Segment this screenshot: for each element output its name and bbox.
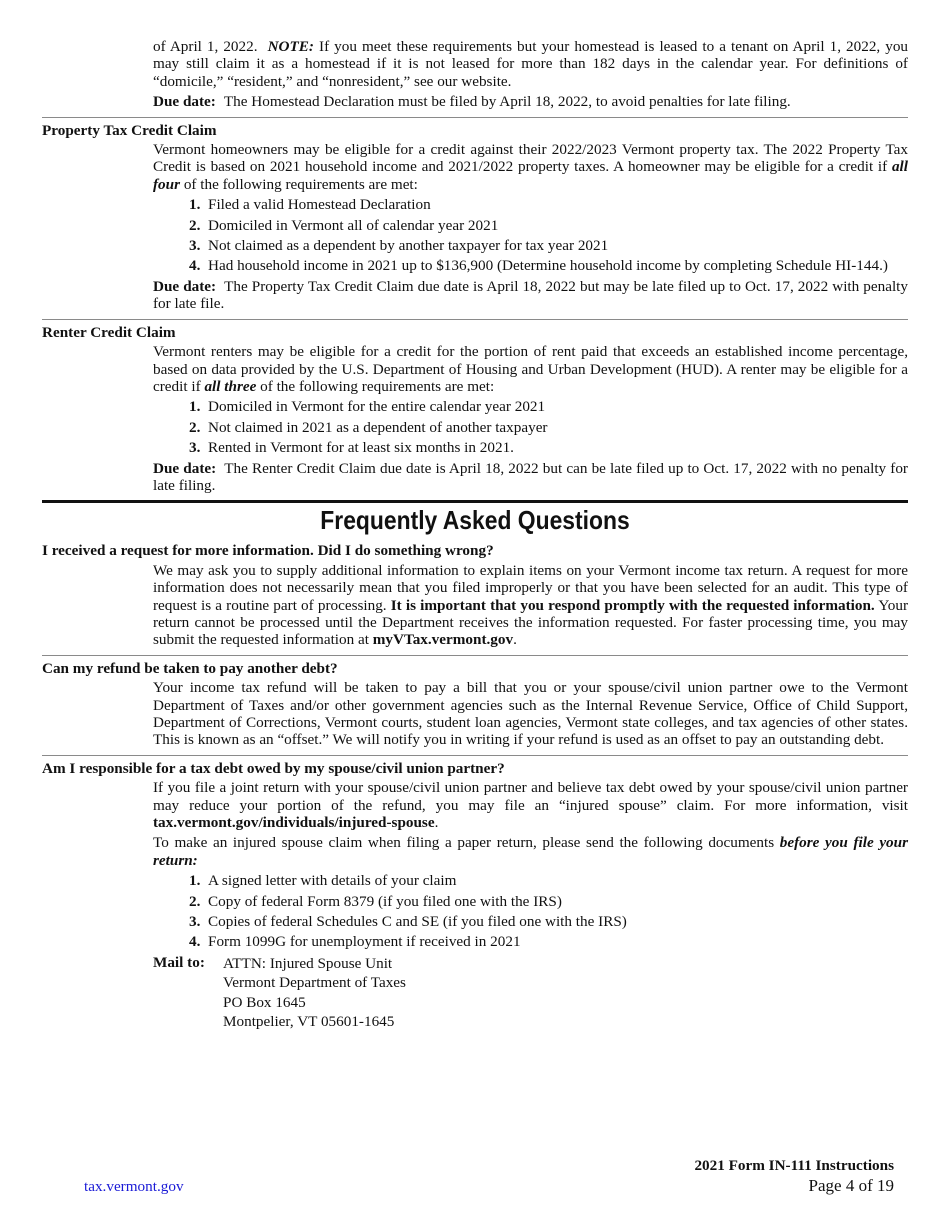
property-tax-intro: Vermont homeowners may be eligible for a credit against their 2022/2023 Vermont property tax. The 2022 Property Tax Credit is based on 2021 household income and 2021/2022 property taxes. A homeowner may be eligible for a credit if <box>153 141 908 176</box>
answer-emphasis: before you file your return: <box>153 834 909 869</box>
renter-intro-end: of the following requirements are met: <box>260 377 495 395</box>
list-item <box>189 196 908 213</box>
list-number: 2. <box>189 418 201 436</box>
list-text: Domiciled in Vermont all of calendar year 2021 <box>208 216 499 234</box>
address-line: ATTN: Injured Spouse Unit <box>223 954 393 972</box>
list-item <box>189 439 908 456</box>
list-text: Filed a valid Homestead Declaration <box>208 196 431 214</box>
list-item <box>189 933 908 950</box>
list-number: 3. <box>189 439 201 457</box>
faq-divider <box>42 500 908 503</box>
list-number: 3. <box>189 913 201 931</box>
list-text: Form 1099G for unemployment if received in 2021 <box>208 933 521 951</box>
period: . <box>434 814 439 832</box>
property-tax-emphasis: all four <box>153 158 908 193</box>
intro-text-start: of April 1, 2022. <box>153 38 258 55</box>
homestead-due-label: Due date: <box>153 93 216 111</box>
section-divider <box>42 655 908 656</box>
myvtax-link[interactable]: myVTax.vermont.gov <box>372 631 514 649</box>
renter-requirements <box>153 398 908 456</box>
list-item <box>189 237 908 254</box>
homestead-continuation <box>153 38 908 111</box>
answer-text-2: To make an injured spouse claim when filing a paper return, please send the following documents <box>153 834 775 852</box>
website-link[interactable]: tax.vermont.gov <box>84 1178 184 1195</box>
answer-text-end: Your return cannot be processed until the Department receives the information requested. For faster processing time, you may submit the requested information at <box>153 596 909 649</box>
list-number: 1. <box>189 196 201 214</box>
answer-text: We may ask you to supply additional information to explain items on your Vermont income tax return. A request for more information does not necessarily mean that you filed improperly or that you have been selected for an audit. This type of request is a routine part of processing. <box>153 561 908 614</box>
mailing-address <box>153 954 908 1032</box>
list-text: Not claimed as a dependent by another taxpayer for tax year 2021 <box>208 237 609 255</box>
faq-answer-more-info <box>153 562 908 649</box>
renter-intro: Vermont renters may be eligible for a credit for the portion of rent paid that exceeds an established income percentage, based on data provided by the U.S. Department of Housing and Urban Development (HUD). A renter may be eligible for a credit if <box>153 343 908 395</box>
list-text: Rented in Vermont for at least six months in 2021. <box>208 439 514 457</box>
section-divider <box>42 319 908 320</box>
list-item <box>189 872 908 889</box>
list-item <box>189 217 908 234</box>
intro-note-text: If you meet these requirements but your homestead is leased to a tenant on April 1, 2022, you may still claim it as a homestead if it is not leased for more than 182 days in the calendar year. For definitions of “domicile,” “resident,” and “nonresident,” see our website. <box>153 38 909 90</box>
renter-emphasis: all three <box>204 377 257 395</box>
list-number: 2. <box>189 216 201 234</box>
address-lines <box>223 954 406 1032</box>
homestead-due-text: The Homestead Declaration must be filed by April 18, 2022, to avoid penalties for late filing. <box>223 93 791 111</box>
property-tax-section <box>153 141 908 313</box>
note-label: NOTE: <box>267 38 314 55</box>
section-divider <box>42 755 908 756</box>
list-number: 1. <box>189 872 201 890</box>
page-number: Page 4 of 19 <box>808 1176 894 1195</box>
faq-heading: Frequently Asked Questions <box>320 505 630 536</box>
property-tax-intro-end: of the following requirements are met: <box>183 175 418 193</box>
list-text: A signed letter with details of your claim <box>208 872 457 890</box>
answer-bold-text: It is important that you respond promptly with the requested information. <box>390 596 875 614</box>
address-line: Montpelier, VT 05601-1645 <box>223 1013 395 1031</box>
renter-credit-title: Renter Credit Claim <box>42 323 176 341</box>
property-tax-title: Property Tax Credit Claim <box>42 121 217 139</box>
answer-text: Your income tax refund will be taken to pay a bill that you or your spouse/civil union partner owe to the Vermont Department of Taxes and/or other government agencies such as the Internal Revenue Service, Office of Child Support, Department of Corrections, Vermont courts, student loan agencies, Vermont state colleges, and tax agencies of other states. This is known as an “offset.” We will notify you in writing if your refund is used as an offset to pay an outstanding debt. <box>153 679 908 749</box>
list-text: Copy of federal Form 8379 (if you filed one with the IRS) <box>208 892 562 910</box>
form-title: 2021 Form IN-111 Instructions <box>694 1157 894 1174</box>
address-line: Vermont Department of Taxes <box>223 974 406 992</box>
list-number: 3. <box>189 237 201 255</box>
page-body <box>42 38 908 1032</box>
faq-question-more-info: I received a request for more information. Did I do something wrong? <box>42 542 494 560</box>
list-item <box>189 913 908 930</box>
address-line: PO Box 1645 <box>223 993 306 1011</box>
section-divider <box>42 117 908 118</box>
list-number: 4. <box>189 933 201 951</box>
injured-spouse-documents <box>153 872 908 951</box>
list-text: Not claimed in 2021 as a dependent of another taxpayer <box>208 418 548 436</box>
period: . <box>513 631 517 649</box>
faq-question-spouse-debt: Am I responsible for a tax debt owed by my spouse/civil union partner? <box>42 759 505 777</box>
list-item <box>189 398 908 415</box>
renter-due-label: Due date: <box>153 459 217 477</box>
list-number: 1. <box>189 398 201 416</box>
list-text: Copies of federal Schedules C and SE (if you filed one with the IRS) <box>208 913 627 931</box>
faq-question-refund-offset: Can my refund be taken to pay another debt? <box>42 659 338 677</box>
list-number: 2. <box>189 892 201 910</box>
faq-answer-spouse-debt <box>153 779 908 1032</box>
mail-to-label: Mail to: <box>153 953 205 971</box>
answer-text: If you file a joint return with your spouse/civil union partner and believe tax debt owed by your spouse/civil union partner may reduce your portion of the refund, you may file an “injured spouse” claim. For more information, visit <box>153 779 908 814</box>
list-item <box>189 893 908 910</box>
renter-due-text: The Renter Credit Claim due date is April 18, 2022 but can be late filed up to Oct. 17, 2022 with no penalty for late filing. <box>153 459 908 494</box>
injured-spouse-link[interactable]: tax.vermont.gov/individuals/injured-spouse <box>153 814 435 832</box>
property-tax-due-label: Due date: <box>153 277 217 295</box>
renter-credit-section <box>153 343 908 494</box>
list-item <box>189 257 908 274</box>
list-text: Domiciled in Vermont for the entire calendar year 2021 <box>208 398 546 416</box>
property-tax-requirements <box>153 196 908 275</box>
list-item <box>189 419 908 436</box>
list-text: Had household income in 2021 up to $136,900 (Determine household income by completing Schedule HI-144.) <box>208 257 888 275</box>
list-number: 4. <box>189 257 201 275</box>
faq-answer-refund-offset <box>153 679 908 749</box>
property-tax-due-text: The Property Tax Credit Claim due date is April 18, 2022 but may be late filed up to Oct. 17, 2022 with penalty for late file. <box>153 277 908 313</box>
